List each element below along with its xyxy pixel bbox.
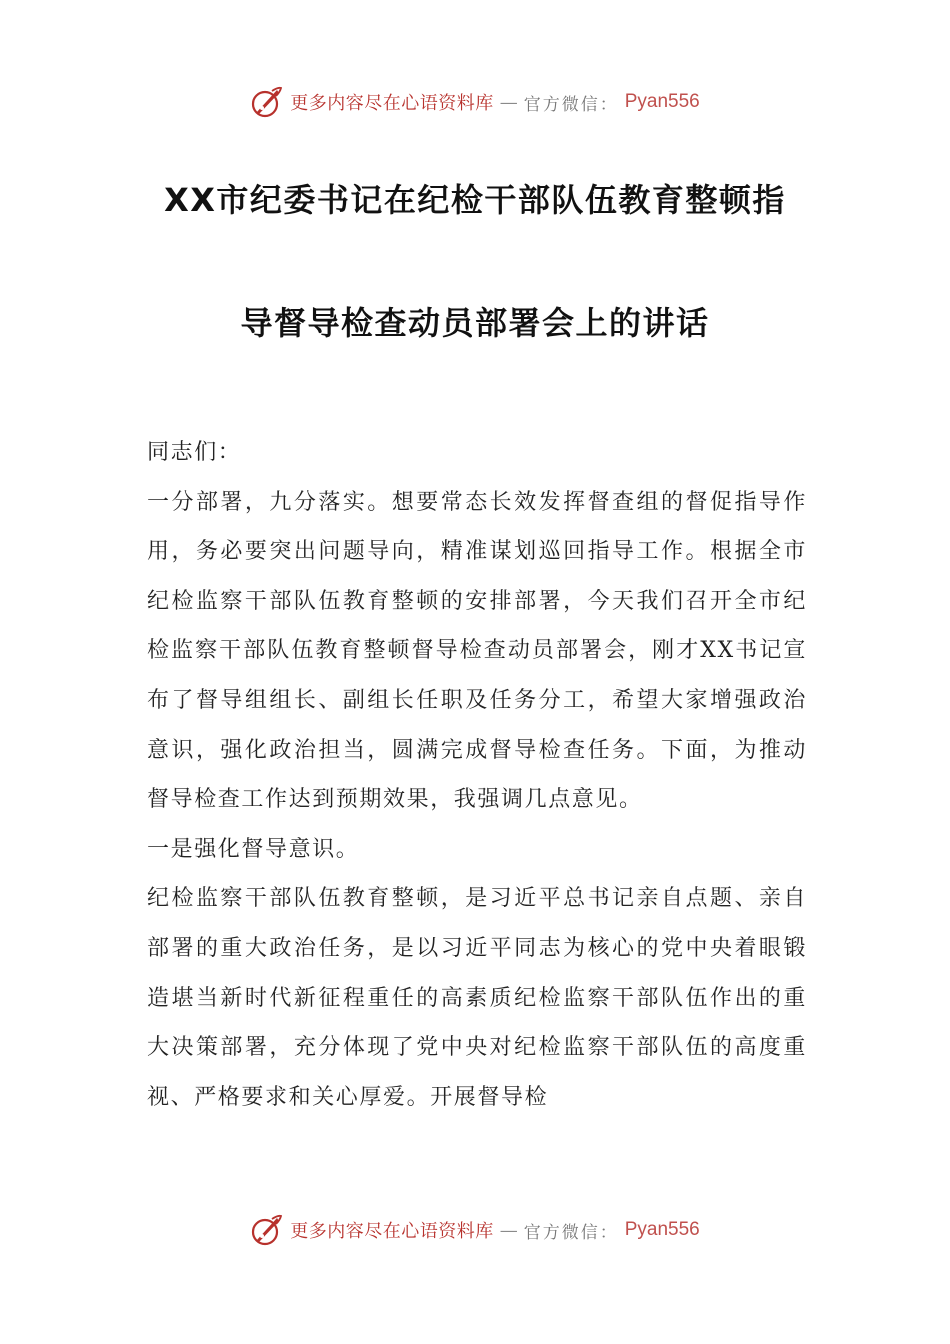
- footer-separator: —: [499, 1219, 518, 1241]
- body-paragraph-heading-1: 一是强化督导意识。: [147, 836, 360, 862]
- quill-pen-logo-icon: [250, 85, 284, 119]
- footer-watermark-banner: [0, 1210, 950, 1250]
- body-paragraph-2: 纪检监察干部队伍教育整顿，是习近平总书记亲自点题、亲自部署的重大政治任务，是以习近平同志为核心的党中央着眼锻造堪当新时代新征程重任的高素质纪检监察干部队伍作出的重大决策部署，充分体现了党中央对纪检监察干部队伍的高度重视、严格要求和关心厚爱。开展督导检: [147, 886, 807, 1110]
- header-wechat-id: Pyan556: [624, 91, 700, 112]
- header-separator: —: [499, 91, 518, 113]
- document-title-line-2: 导督导检查动员部署会上的讲话: [240, 304, 710, 342]
- document-body: [147, 428, 807, 1122]
- footer-wechat-id: Pyan556: [624, 1219, 700, 1240]
- header-brand-text: 更多内容尽在心语资料库: [290, 93, 494, 114]
- quill-pen-logo-icon: [250, 1213, 284, 1247]
- header-watermark-banner: [0, 82, 950, 122]
- body-paragraph-1: 一分部署，九分落实。想要常态长效发挥督查组的督促指导作用，务必要突出问题导向，精准谋划巡回指导工作。根据全市纪检监察干部队伍教育整顿的安排部署，今天我们召开全市纪检监察干部队伍教育整顿督导检查动员部署会，刚才XX书记宣布了督导组组长、副组长任职及任务分工，希望大家增强政治意识，强化政治担当，圆满完成督导检查任务。下面，为推动督导检查工作达到预期效果，我强调几点意见。: [147, 489, 807, 813]
- header-wechat-label: 官方微信：: [523, 94, 619, 115]
- document-title-line-1: XX市纪委书记在纪检干部队伍教育整顿指: [164, 181, 786, 219]
- footer-wechat-label: 官方微信：: [523, 1222, 619, 1243]
- footer-brand-text: 更多内容尽在心语资料库: [290, 1221, 494, 1242]
- body-paragraph-greeting: 同志们：: [147, 440, 242, 465]
